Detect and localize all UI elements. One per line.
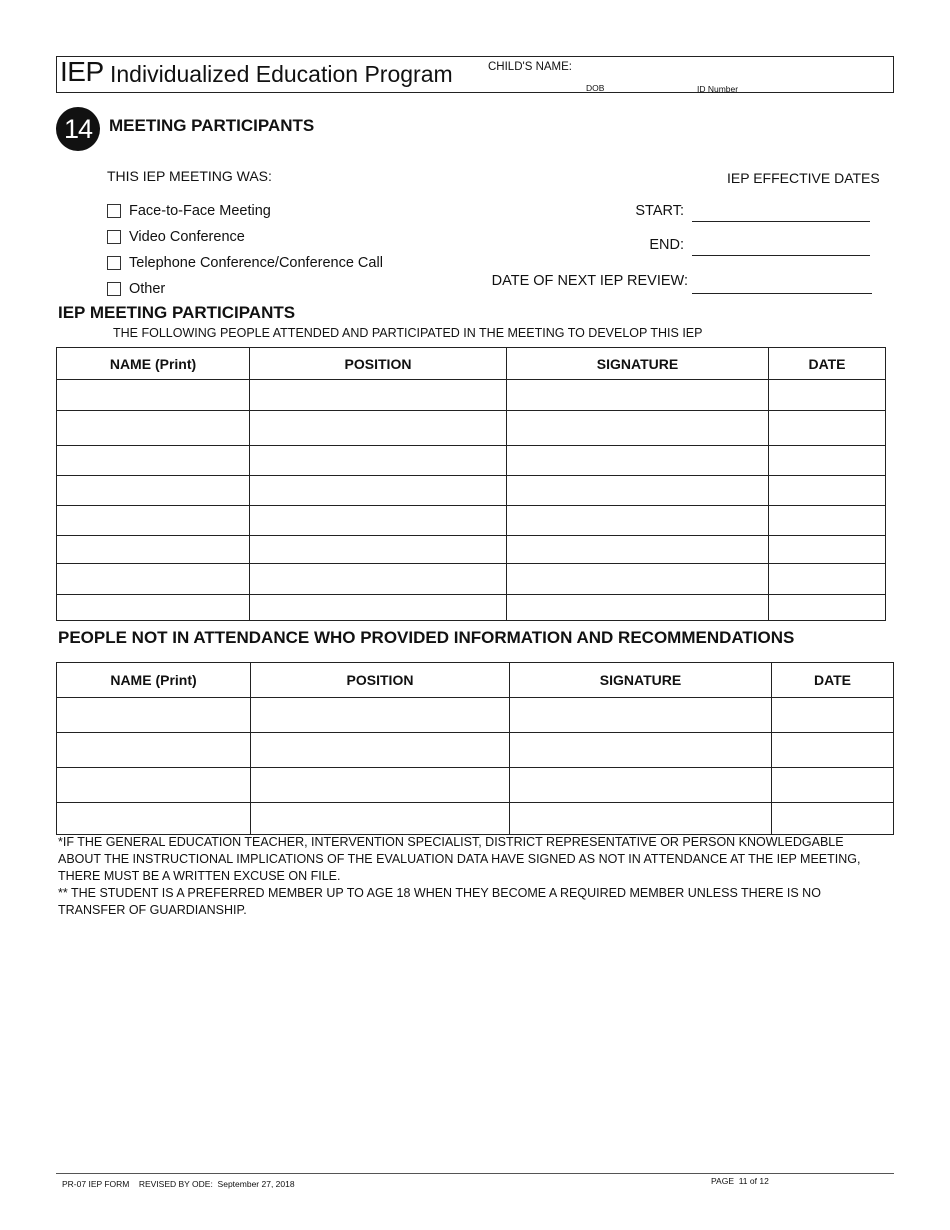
name-cell[interactable] [57, 380, 250, 411]
page-number: PAGE 11 of 12 [711, 1176, 769, 1186]
footnote-excuse: *IF THE GENERAL EDUCATION TEACHER, INTERVENTION SPECIALIST, DISTRICT REPRESENTATIVE OR PERSON KNOWLEDGABLE ABOUT THE INSTRUCTIONAL IMPLICATIONS OF THE EVALUATION DATA HAVE SIGNED AS NOT IN ATTENDANCE AT THE IEP MEETING, THERE MUST BE A WRITTEN EXCUSE ON FILE. [58, 835, 861, 883]
position-cell[interactable] [251, 768, 510, 803]
position-cell[interactable] [251, 698, 510, 733]
column-header-date: DATE [772, 663, 894, 698]
name-cell[interactable] [57, 733, 251, 768]
date-cell[interactable] [769, 446, 886, 476]
position-cell[interactable] [250, 411, 507, 446]
name-cell[interactable] [57, 803, 251, 835]
telephone-conference-checkbox[interactable] [107, 256, 121, 270]
table-row [57, 595, 886, 621]
participants-table [56, 347, 886, 621]
name-cell[interactable] [57, 411, 250, 446]
dob-label: DOB [586, 83, 605, 93]
signature-cell[interactable] [507, 595, 769, 621]
position-cell[interactable] [250, 595, 507, 621]
table-header-row [57, 663, 894, 698]
position-cell[interactable] [250, 446, 507, 476]
position-cell[interactable] [250, 536, 507, 564]
name-cell[interactable] [57, 698, 251, 733]
meeting-type-label: THIS IEP MEETING WAS: [107, 168, 272, 184]
position-cell[interactable] [250, 476, 507, 506]
participants-heading: IEP MEETING PARTICIPANTS [58, 303, 296, 322]
option-label: Face-to-Face Meeting [129, 203, 271, 219]
position-cell[interactable] [250, 564, 507, 595]
table-row [57, 506, 886, 536]
name-cell[interactable] [57, 564, 250, 595]
date-cell[interactable] [769, 411, 886, 446]
name-cell[interactable] [57, 476, 250, 506]
signature-cell[interactable] [507, 564, 769, 595]
signature-cell[interactable] [507, 380, 769, 411]
not-in-attendance-heading: PEOPLE NOT IN ATTENDANCE WHO PROVIDED INFORMATION AND RECOMMENDATIONS [58, 628, 795, 647]
signature-cell[interactable] [510, 733, 772, 768]
signature-cell[interactable] [507, 446, 769, 476]
column-header-name: NAME (Print) [57, 348, 250, 380]
column-header-name: NAME (Print) [57, 663, 251, 698]
date-cell[interactable] [769, 536, 886, 564]
column-header-position: POSITION [251, 663, 510, 698]
signature-cell[interactable] [507, 476, 769, 506]
signature-cell[interactable] [507, 411, 769, 446]
name-cell[interactable] [57, 536, 250, 564]
name-cell[interactable] [57, 506, 250, 536]
date-cell[interactable] [772, 733, 894, 768]
signature-cell[interactable] [510, 698, 772, 733]
table-row [57, 733, 894, 768]
table-row [57, 803, 894, 835]
option-label: Other [129, 281, 166, 297]
table-row [57, 564, 886, 595]
date-cell[interactable] [772, 768, 894, 803]
table-row [57, 380, 886, 411]
video-conference-checkbox[interactable] [107, 230, 121, 244]
position-cell[interactable] [250, 506, 507, 536]
signature-cell[interactable] [510, 803, 772, 835]
section-number-badge: 14 [56, 107, 100, 151]
date-cell[interactable] [769, 506, 886, 536]
table-header-row [57, 348, 886, 380]
next-review-date-field[interactable] [692, 293, 872, 294]
date-cell[interactable] [769, 380, 886, 411]
date-cell[interactable] [769, 476, 886, 506]
column-header-signature: SIGNATURE [507, 348, 769, 380]
position-cell[interactable] [251, 733, 510, 768]
form-abbreviation: IEP [60, 56, 104, 87]
option-video-conference[interactable] [107, 229, 245, 245]
form-title: Individualized Education Program [110, 61, 453, 87]
footnotes [58, 834, 888, 919]
table-row [57, 411, 886, 446]
end-date-label: END: [649, 237, 684, 253]
not-in-attendance-table [56, 662, 894, 835]
position-cell[interactable] [250, 380, 507, 411]
table-row [57, 698, 894, 733]
table-row [57, 536, 886, 564]
column-header-signature: SIGNATURE [510, 663, 772, 698]
next-review-label: DATE OF NEXT IEP REVIEW: [491, 273, 688, 289]
section-title: MEETING PARTICIPANTS [109, 116, 315, 135]
signature-cell[interactable] [507, 536, 769, 564]
footnote-student-member: ** THE STUDENT IS A PREFERRED MEMBER UP TO AGE 18 WHEN THEY BECOME A REQUIRED MEMBER UNLESS THERE IS NO TRANSFER OF GUARDIANSHIP. [58, 886, 821, 917]
name-cell[interactable] [57, 446, 250, 476]
table-row [57, 476, 886, 506]
end-date-field[interactable] [692, 255, 870, 256]
start-date-label: START: [635, 203, 684, 219]
signature-cell[interactable] [507, 506, 769, 536]
face-to-face-checkbox[interactable] [107, 204, 121, 218]
other-checkbox[interactable] [107, 282, 121, 296]
date-cell[interactable] [772, 803, 894, 835]
option-other[interactable] [107, 281, 165, 297]
table-row [57, 446, 886, 476]
option-telephone-conference[interactable] [107, 255, 383, 271]
child-name-label: CHILD'S NAME: [488, 61, 572, 73]
column-header-date: DATE [769, 348, 886, 380]
footer-divider [56, 1173, 894, 1174]
footer-form-info: PR-07 IEP FORM REVISED BY ODE: September 27, 2018 [62, 1179, 295, 1189]
option-label: Video Conference [129, 229, 245, 245]
option-label: Telephone Conference/Conference Call [129, 255, 383, 271]
signature-cell[interactable] [510, 768, 772, 803]
start-date-field[interactable] [692, 221, 870, 222]
name-cell[interactable] [57, 595, 250, 621]
date-cell[interactable] [769, 564, 886, 595]
column-header-position: POSITION [250, 348, 507, 380]
participants-subheading: THE FOLLOWING PEOPLE ATTENDED AND PARTICIPATED IN THE MEETING TO DEVELOP THIS IEP [113, 326, 703, 340]
name-cell[interactable] [57, 768, 251, 803]
date-cell[interactable] [769, 595, 886, 621]
position-cell[interactable] [251, 803, 510, 835]
id-number-label: ID Number [697, 84, 739, 94]
date-cell[interactable] [772, 698, 894, 733]
table-row [57, 768, 894, 803]
effective-dates-label: IEP EFFECTIVE DATES [727, 170, 880, 186]
option-face-to-face[interactable] [107, 203, 271, 219]
